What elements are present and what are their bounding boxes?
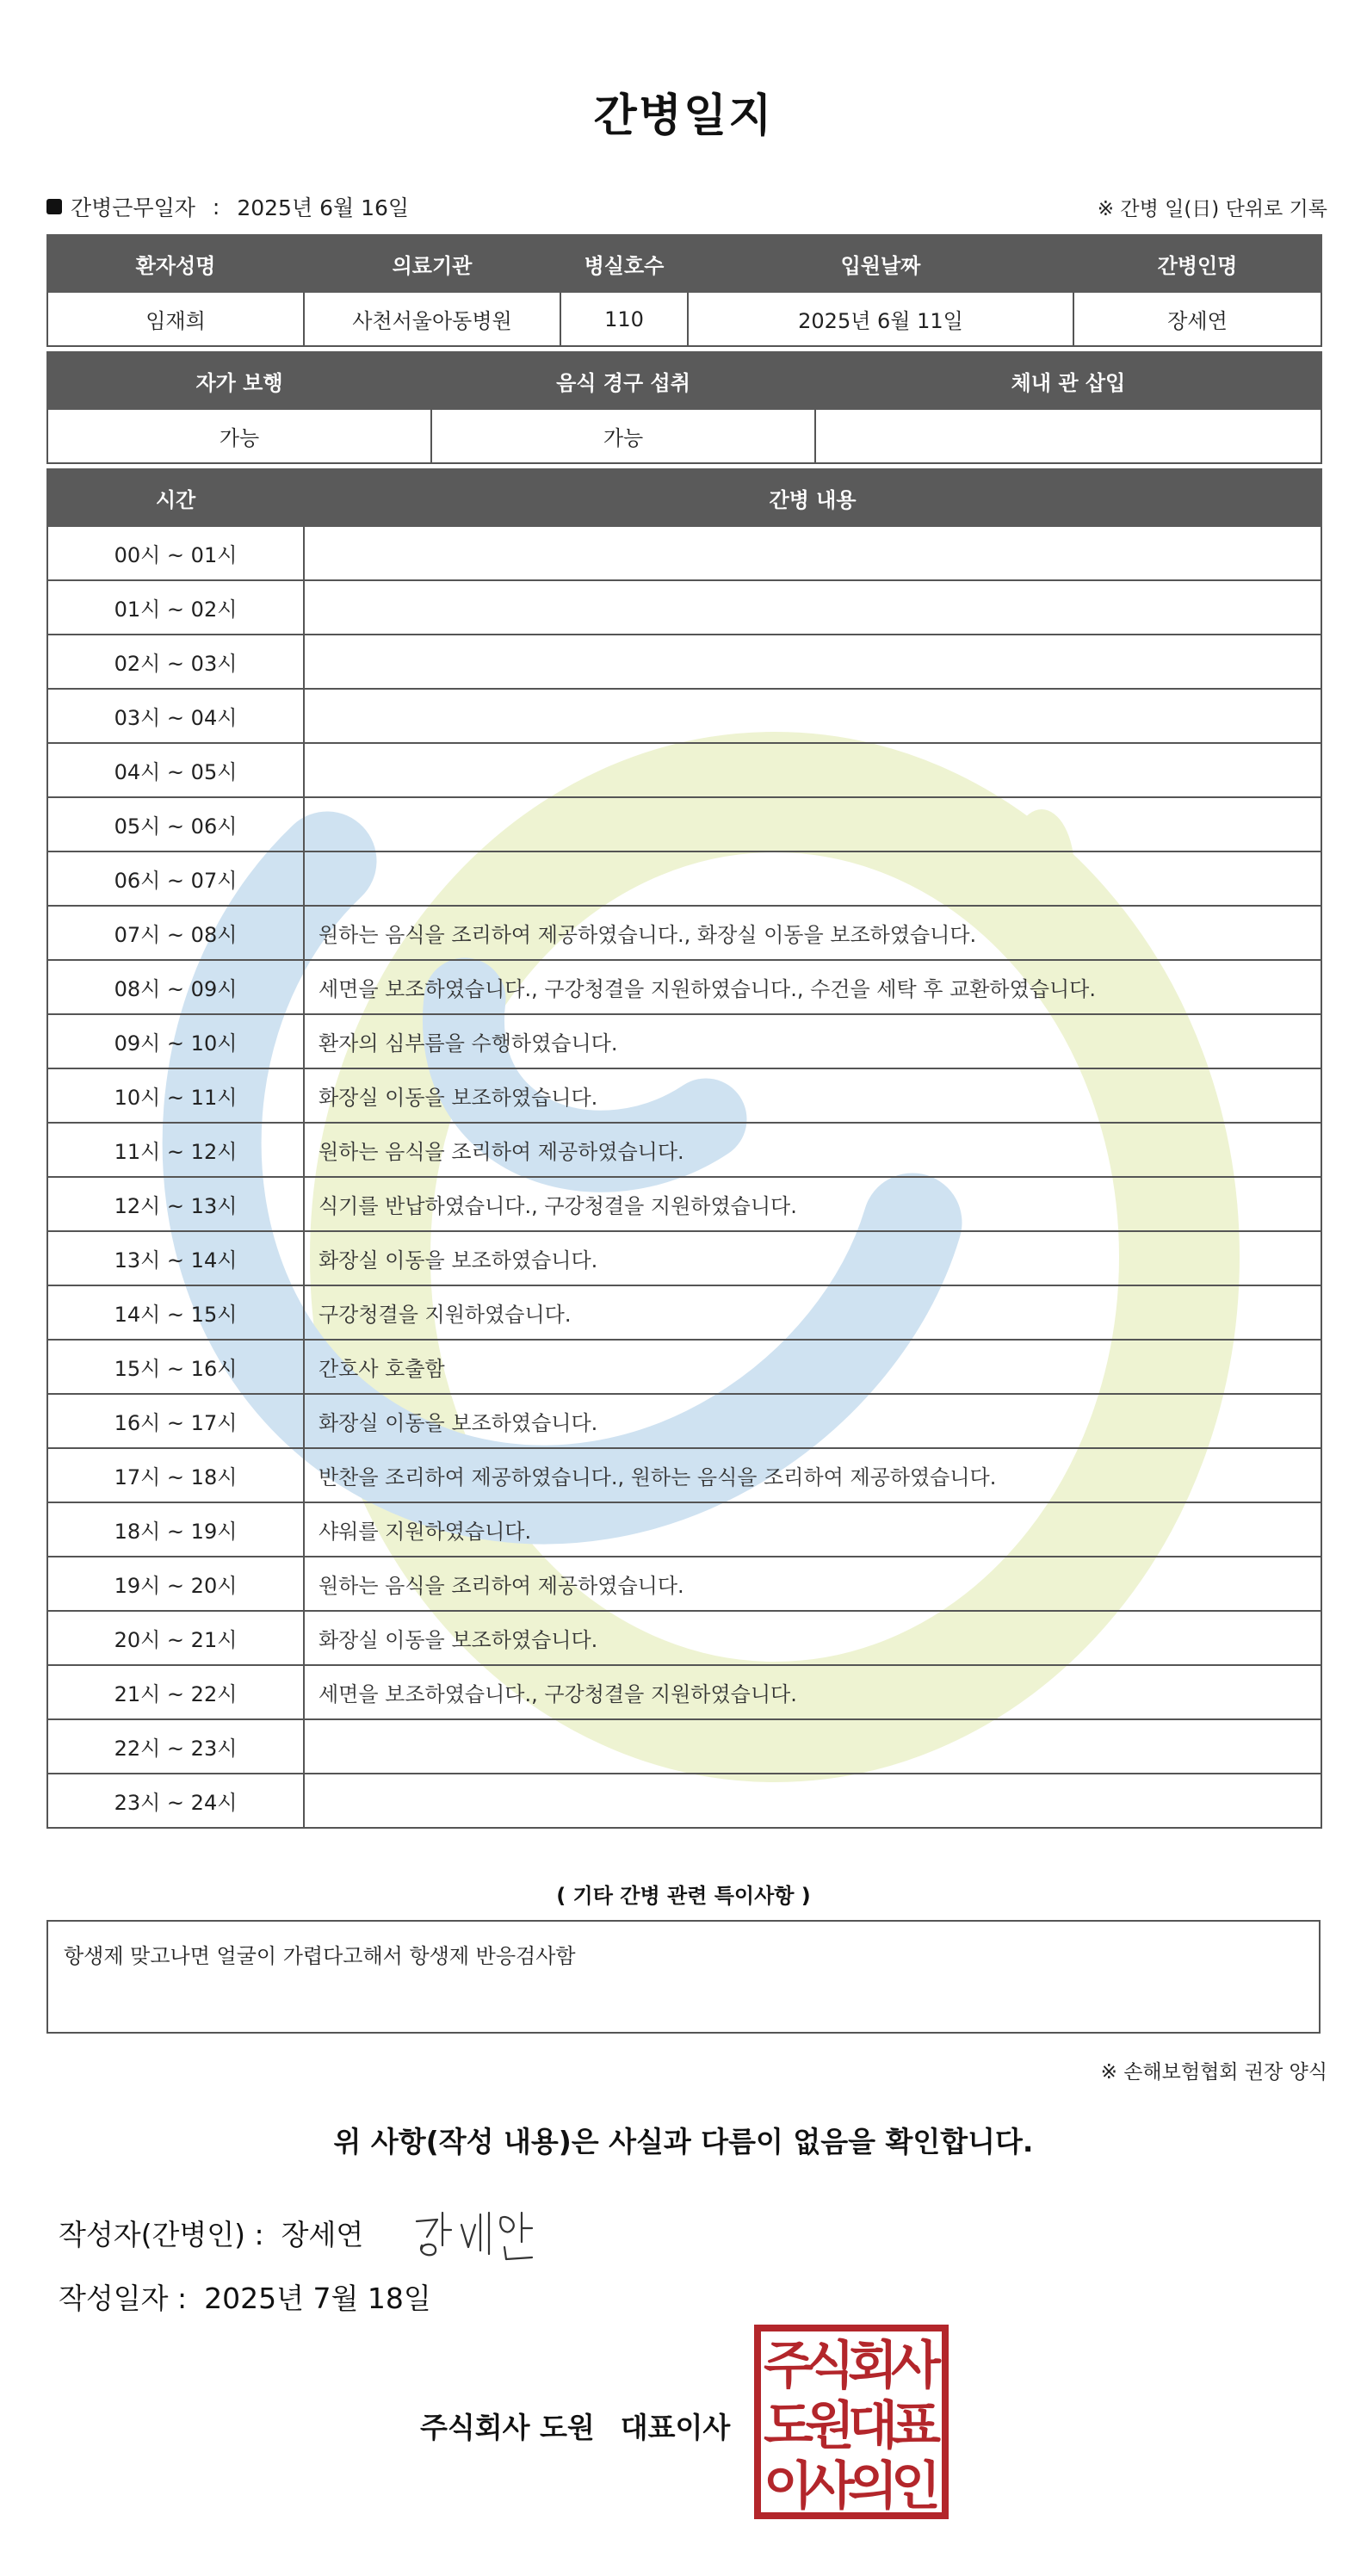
- hospital-name: 사천서울아동병원: [304, 292, 560, 346]
- header-time: 시간: [47, 469, 304, 526]
- care-content: 원하는 음식을 조리하여 제공하였습니다., 화장실 이동을 보조하였습니다.: [304, 906, 1321, 960]
- table-row: [47, 526, 1321, 580]
- tube-status: [815, 409, 1321, 463]
- company-name: 주식회사 도원: [420, 2411, 595, 2444]
- time-slot: 11시 ~ 12시: [47, 1123, 304, 1177]
- patient-name: 임재희: [47, 292, 304, 346]
- table-row: [47, 1774, 1321, 1828]
- svg-text:회: 회: [848, 2336, 898, 2396]
- svg-text:인: 인: [891, 2456, 941, 2517]
- time-slot: 21시 ~ 22시: [47, 1665, 304, 1719]
- table-row: [47, 906, 1321, 960]
- time-slot: 02시 ~ 03시: [47, 635, 304, 689]
- svg-text:의: 의: [848, 2456, 898, 2517]
- care-content: [304, 851, 1321, 906]
- care-content: [304, 526, 1321, 580]
- care-content: 화장실 이동을 보조하였습니다.: [304, 1611, 1321, 1665]
- table-row: [47, 1502, 1321, 1557]
- table-row: [47, 1177, 1321, 1231]
- status-table: [46, 351, 1322, 464]
- header-admission-date: 입원날짜: [688, 235, 1073, 292]
- time-slot: 19시 ~ 20시: [47, 1557, 304, 1611]
- table-row: [47, 851, 1321, 906]
- time-slot: 20시 ~ 21시: [47, 1611, 304, 1665]
- room-number: 110: [560, 292, 688, 346]
- time-slot: 12시 ~ 13시: [47, 1177, 304, 1231]
- time-slot: 13시 ~ 14시: [47, 1231, 304, 1285]
- work-date-label: 간병근무일자: [71, 195, 195, 220]
- table-row: [47, 1340, 1321, 1394]
- company-line: [420, 2406, 730, 2446]
- table-row: [47, 743, 1321, 797]
- care-content: [304, 689, 1321, 743]
- work-date-separator: :: [212, 194, 220, 220]
- header-walking: 자가 보행: [47, 352, 431, 409]
- time-slot: 08시 ~ 09시: [47, 960, 304, 1014]
- time-slot: 10시 ~ 11시: [47, 1068, 304, 1123]
- care-content: [304, 743, 1321, 797]
- svg-text:원: 원: [805, 2396, 855, 2456]
- work-date: [46, 191, 409, 222]
- oral-intake-status: 가능: [431, 409, 815, 463]
- note-recommended-form: ※ 손해보험협회 권장 양식: [1100, 2061, 1327, 2084]
- table-row: [47, 689, 1321, 743]
- header-hospital: 의료기관: [304, 235, 560, 292]
- header-caregiver: 간병인명: [1073, 235, 1321, 292]
- svg-text:주: 주: [764, 2336, 813, 2396]
- table-row: [47, 1123, 1321, 1177]
- care-content: 원하는 음식을 조리하여 제공하였습니다.: [304, 1557, 1321, 1611]
- written-date-line: [59, 2276, 431, 2317]
- caregiver-name: 장세연: [1073, 292, 1321, 346]
- table-row: [47, 797, 1321, 851]
- svg-text:대: 대: [848, 2396, 898, 2456]
- table-row: [47, 1557, 1321, 1611]
- time-slot: 05시 ~ 06시: [47, 797, 304, 851]
- header-patient-name: 환자성명: [47, 235, 304, 292]
- handwritten-signature: [411, 2206, 541, 2266]
- svg-text:도: 도: [764, 2396, 813, 2456]
- care-content: [304, 797, 1321, 851]
- company-seal-stamp: [754, 2325, 949, 2519]
- care-content: [304, 1719, 1321, 1774]
- admission-date: 2025년 6월 11일: [688, 292, 1073, 346]
- table-row: [47, 1448, 1321, 1502]
- table-row: [47, 1611, 1321, 1665]
- square-bullet-icon: [46, 199, 62, 214]
- care-content: [304, 1774, 1321, 1828]
- care-content: 구강청결을 지원하였습니다.: [304, 1285, 1321, 1340]
- care-content: 간호사 호출함: [304, 1340, 1321, 1394]
- time-slot: 16시 ~ 17시: [47, 1394, 304, 1448]
- care-content: [304, 635, 1321, 689]
- care-content: 화장실 이동을 보조하였습니다.: [304, 1394, 1321, 1448]
- care-content: 반찬을 조리하여 제공하였습니다., 원하는 음식을 조리하여 제공하였습니다.: [304, 1448, 1321, 1502]
- walking-status: 가능: [47, 409, 431, 463]
- writer-line: [59, 2213, 363, 2253]
- care-content: 화장실 이동을 보조하였습니다.: [304, 1231, 1321, 1285]
- document-title: 간병일지: [593, 90, 774, 142]
- table-row: [47, 1014, 1321, 1068]
- table-row: [47, 635, 1321, 689]
- care-content: 원하는 음식을 조리하여 제공하였습니다.: [304, 1123, 1321, 1177]
- table-row: [47, 960, 1321, 1014]
- note-daily-record: ※ 간병 일(日) 단위로 기록: [1097, 198, 1327, 220]
- time-slot: 22시 ~ 23시: [47, 1719, 304, 1774]
- writer-name: 장세연: [281, 2218, 364, 2251]
- table-row: [47, 580, 1321, 635]
- time-slot: 01시 ~ 02시: [47, 580, 304, 635]
- svg-text:식: 식: [805, 2336, 855, 2396]
- table-row: [47, 1719, 1321, 1774]
- time-slot: 18시 ~ 19시: [47, 1502, 304, 1557]
- time-slot: 06시 ~ 07시: [47, 851, 304, 906]
- svg-text:사: 사: [805, 2456, 855, 2517]
- care-content: 화장실 이동을 보조하였습니다.: [304, 1068, 1321, 1123]
- header-oral-intake: 음식 경구 섭취: [431, 352, 815, 409]
- written-date-value: 2025년 7월 18일: [204, 2282, 431, 2315]
- time-slot: 15시 ~ 16시: [47, 1340, 304, 1394]
- header-care-content: 간병 내용: [304, 469, 1321, 526]
- care-content: 식기를 반납하였습니다., 구강청결을 지원하였습니다.: [304, 1177, 1321, 1231]
- time-slot: 17시 ~ 18시: [47, 1448, 304, 1502]
- care-content: [304, 580, 1321, 635]
- remarks-box: [46, 1920, 1321, 2034]
- header-room: 병실호수: [560, 235, 688, 292]
- remarks-text: 항생제 맞고나면 얼굴이 가렵다고해서 항생제 반응검사함: [64, 1944, 576, 1968]
- time-slot: 07시 ~ 08시: [47, 906, 304, 960]
- table-row: [47, 1231, 1321, 1285]
- care-log-table: [46, 468, 1322, 1829]
- header-tube: 체내 관 삽입: [815, 352, 1321, 409]
- time-slot: 23시 ~ 24시: [47, 1774, 304, 1828]
- care-content: 환자의 심부름을 수행하였습니다.: [304, 1014, 1321, 1068]
- writer-label: 작성자(간병인) :: [59, 2218, 264, 2251]
- svg-text:이: 이: [764, 2456, 813, 2517]
- confirmation-statement: 위 사항(작성 내용)은 사실과 다름이 없음을 확인합니다.: [333, 2125, 1034, 2158]
- table-row: [47, 1665, 1321, 1719]
- remarks-title: ( 기타 간병 관련 특이사항 ): [556, 1884, 811, 1908]
- work-date-value: 2025년 6월 16일: [237, 195, 410, 220]
- svg-text:표: 표: [891, 2396, 941, 2456]
- table-row: [47, 1068, 1321, 1123]
- written-date-label: 작성일자 :: [59, 2282, 188, 2315]
- time-slot: 09시 ~ 10시: [47, 1014, 304, 1068]
- time-slot: 03시 ~ 04시: [47, 689, 304, 743]
- company-ceo-title: 대표이사: [620, 2411, 731, 2444]
- time-slot: 04시 ~ 05시: [47, 743, 304, 797]
- care-content: 샤워를 지원하였습니다.: [304, 1502, 1321, 1557]
- care-content: 세면을 보조하였습니다., 구강청결을 지원하였습니다., 수건을 세탁 후 교환하였습니다.: [304, 960, 1321, 1014]
- table-row: [47, 1394, 1321, 1448]
- svg-text:사: 사: [891, 2336, 941, 2396]
- table-row: [47, 1285, 1321, 1340]
- time-slot: 14시 ~ 15시: [47, 1285, 304, 1340]
- time-slot: 00시 ~ 01시: [47, 526, 304, 580]
- care-content: 세면을 보조하였습니다., 구강청결을 지원하였습니다.: [304, 1665, 1321, 1719]
- patient-info-table: [46, 234, 1322, 347]
